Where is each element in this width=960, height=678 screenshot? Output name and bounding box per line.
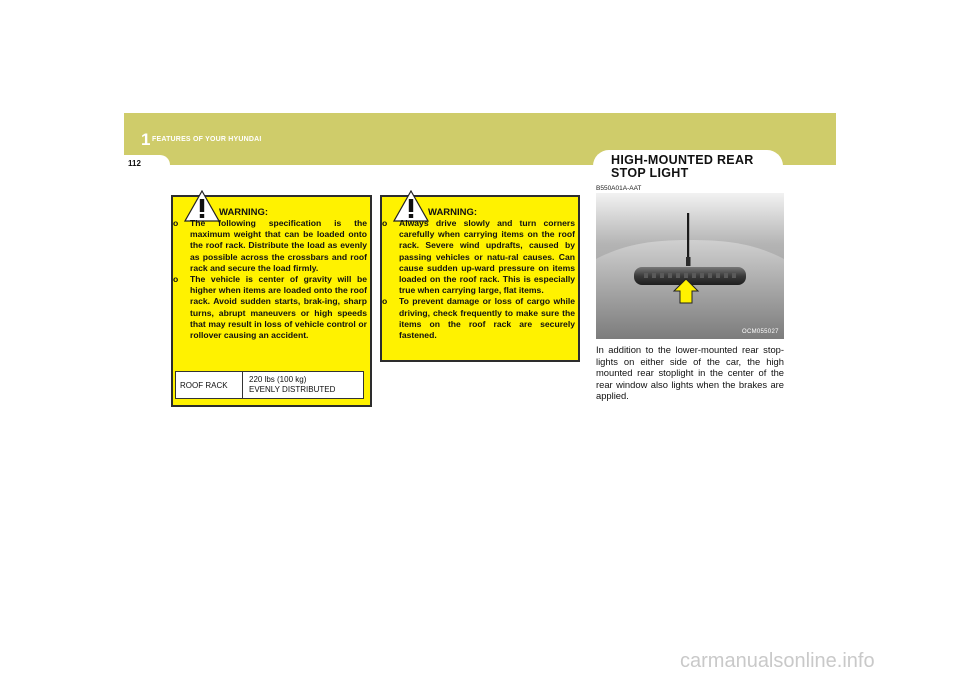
chapter-number: 1 [141, 130, 151, 149]
stop-light-photo [596, 193, 784, 339]
spec-value-weight: 220 lbs (100 kg) [249, 375, 307, 384]
stop-light-description: In addition to the lower-mounted rear stop-lights on either side of the car, the high mounted rear stoplight in the center of the rear window also lights when the brakes are applied. [596, 344, 784, 402]
warning-item: o To prevent damage or loss of cargo while driving, check frequently to make sure the items on the roof rack are securely fastened. [382, 296, 575, 341]
roof-rack-driving-warning-list [380, 218, 575, 341]
chapter-title: FEATURES OF YOUR HYUNDAI [152, 136, 262, 143]
page-number: 112 [128, 159, 141, 168]
warning-item: o Always drive slowly and turn corners carefully when carrying items on the roof rack. Severe wind updrafts, caused by passing vehicles or natu-ral causes. Can cause sudden up-ward pressure on items loaded on the roof rack. This is especially true when carrying large, flat items. [382, 218, 575, 296]
bullet-marker: o [173, 218, 179, 228]
bullet-marker: o [382, 218, 388, 228]
section-title-line-2: STOP LIGHT [611, 166, 689, 180]
photo-code: OCM055027 [742, 329, 779, 335]
warning-item: o The vehicle is center of gravity will be higher when items are loaded onto the roof rack. Avoid sudden starts, brak-ing, sharp turns, abrupt maneuvers or high speeds that may result in loss of vehicle control or rollover causing an accident. [173, 274, 367, 341]
section-code: B550A01A-AAT [596, 185, 642, 192]
spec-value [243, 372, 363, 398]
warning-title: WARNING: [219, 207, 269, 218]
section-title-line-1: HIGH-MOUNTED REAR [611, 153, 754, 167]
watermark: carmanualsonline.info [680, 650, 875, 672]
spec-label: ROOF RACK [176, 372, 243, 398]
spec-value-distribution: EVENLY DISTRIBUTED [249, 385, 336, 394]
roof-rack-spec-table [175, 371, 364, 399]
bullet-marker: o [173, 274, 179, 285]
warning-title: WARNING: [428, 207, 478, 218]
bullet-marker: o [382, 296, 388, 307]
section-title [611, 154, 754, 180]
warning-item: o The following specification is the maximum weight that can be loaded onto the roof rack. Distribute the load as evenly as possible across the crossbars and roof rack and secure the load firmly. [173, 218, 367, 273]
roof-rack-warning-list [171, 218, 367, 341]
